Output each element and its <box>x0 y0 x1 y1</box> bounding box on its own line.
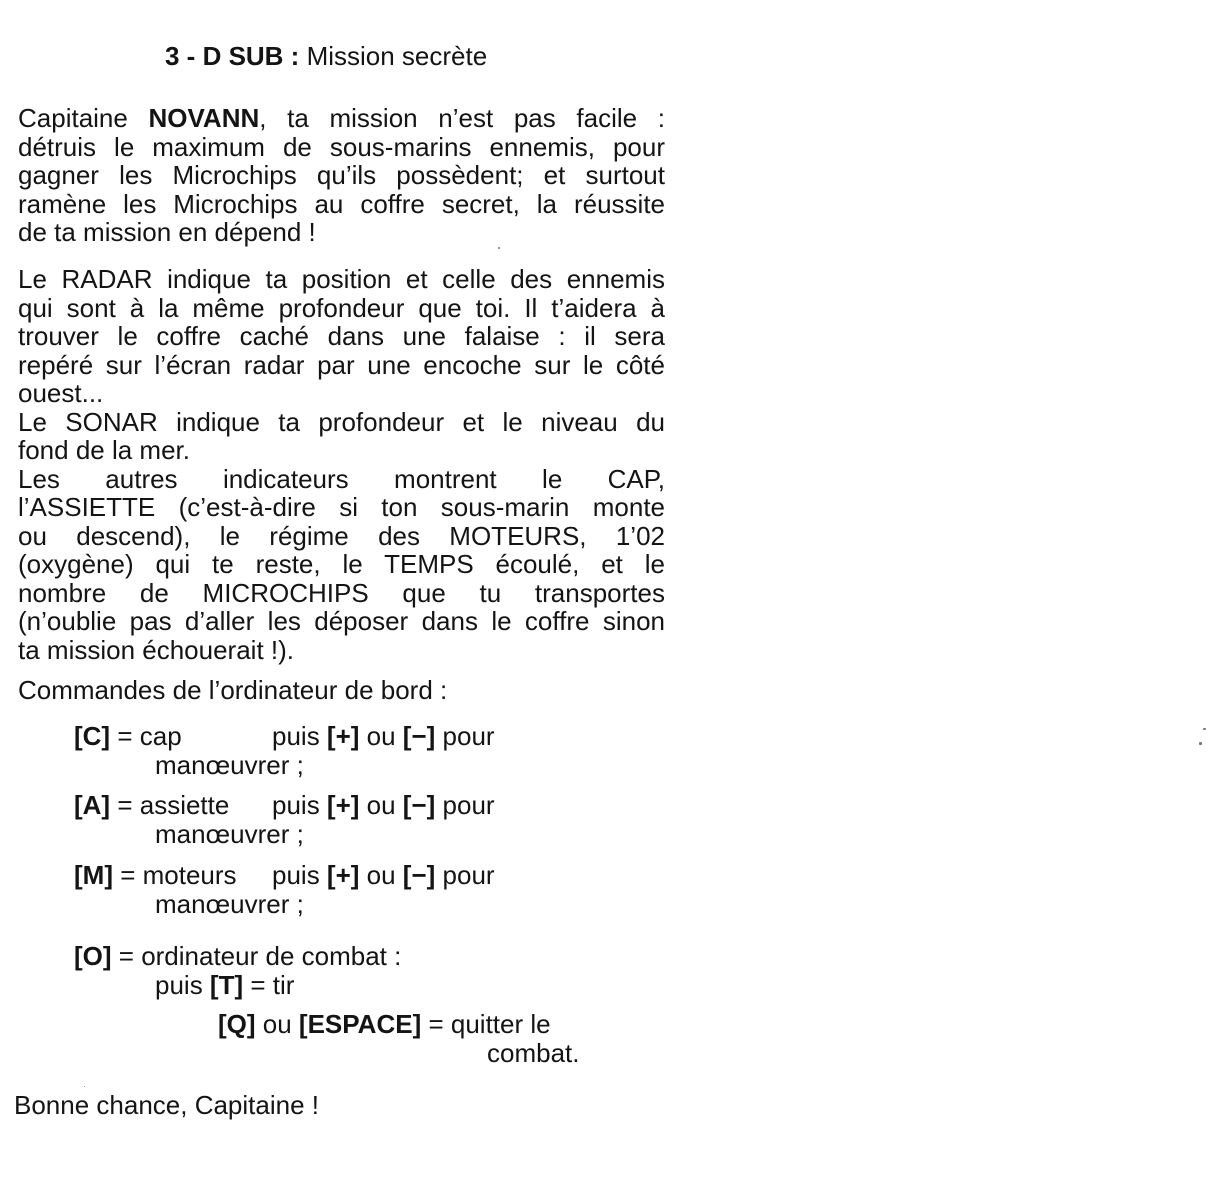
command-name: moteurs <box>142 860 237 890</box>
command-key: [A] <box>74 790 111 820</box>
command-puis: puis <box>155 970 210 1000</box>
scan-speck <box>84 1086 85 1087</box>
command-eq: = <box>110 721 140 751</box>
quit-label: quitter le <box>450 1009 551 1039</box>
command-moteurs-continuation: manœuvrer ; <box>155 889 304 919</box>
command-cap-adjust <box>272 722 495 751</box>
page-title <box>165 42 487 71</box>
intro-line <box>18 104 665 133</box>
command-ou: ou <box>359 721 403 751</box>
command-eq: = <box>110 790 140 820</box>
instruments-line: (oxygène) qui te reste, le TEMPS écoulé, et le <box>18 549 665 579</box>
intro-text: Capitaine <box>18 103 149 133</box>
instruments-line: ta mission échouerait !). <box>18 634 295 665</box>
command-ou: ou <box>359 790 403 820</box>
instruments-line: Les autres indicateurs montrent le CAP, <box>18 463 665 494</box>
command-quit <box>218 1010 551 1039</box>
command-combat <box>74 942 401 971</box>
instruments-line: repéré sur l’écran radar par une encoche sur le côté <box>18 349 665 380</box>
intro-paragraph <box>18 104 665 247</box>
command-eq: = <box>112 860 143 890</box>
minus-key: [−] <box>402 721 436 751</box>
intro-line: de ta mission en dépend ! <box>18 217 316 247</box>
fire-label: = tir <box>243 970 295 1000</box>
command-assiette <box>74 791 229 820</box>
command-name: assiette <box>139 790 230 820</box>
command-key: [M] <box>74 860 113 890</box>
command-puis: puis <box>272 860 327 890</box>
command-moteurs-adjust <box>272 861 495 890</box>
captain-name: NOVANN <box>148 103 260 133</box>
minus-key: [−] <box>402 860 436 890</box>
plus-key: [+] <box>326 790 360 820</box>
instruments-line: fond de la mer. <box>18 435 190 465</box>
instruments-line: (n’oublie pas d’aller les déposer dans le coffre sinon <box>18 606 665 636</box>
command-key: [C] <box>74 721 111 751</box>
command-name: ordinateur de combat : <box>141 941 402 971</box>
instruments-line: nombre de MICROCHIPS que tu transportes <box>18 577 665 608</box>
instruments-line: l’ASSIETTE (c’est-à-dire si ton sous-marin monte <box>18 492 665 522</box>
command-assiette-continuation: manœuvrer ; <box>155 819 304 849</box>
command-ou: ou <box>359 860 403 890</box>
command-assiette-adjust <box>272 791 495 820</box>
quit-key: [Q] <box>218 1009 256 1039</box>
intro-line: gagner les Microchips qu’ils possèdent; et surtout <box>18 160 665 190</box>
plus-key: [+] <box>326 860 360 890</box>
scan-speck <box>498 247 500 249</box>
instruments-paragraph <box>18 265 665 664</box>
instruments-line: ouest... <box>18 378 104 408</box>
instruments-line: Le SONAR indique ta profondeur et le niveau du <box>18 406 665 437</box>
commands-intro: Commandes de l’ordinateur de bord : <box>18 675 448 705</box>
command-pour: pour <box>435 860 495 890</box>
command-puis: puis <box>272 721 327 751</box>
command-eq: = <box>421 1009 451 1039</box>
intro-line: détruis le maximum de sous-marins ennemis, pour <box>18 131 665 162</box>
fire-key: [T] <box>209 970 244 1000</box>
scan-speck <box>1203 728 1206 730</box>
quit-label-continuation: combat. <box>487 1038 580 1068</box>
command-puis: puis <box>272 790 327 820</box>
closing-line: Bonne chance, Capitaine ! <box>14 1090 319 1120</box>
minus-key: [−] <box>402 790 436 820</box>
command-ou: ou <box>255 1009 299 1039</box>
command-cap <box>74 722 182 751</box>
title-subtitle: Mission secrète <box>306 41 488 71</box>
instruments-line: qui sont à la même profondeur que toi. Il t’aidera à <box>18 292 665 323</box>
command-name: cap <box>139 721 182 751</box>
instruments-line: ou descend), le régime des MOTEURS, 1’02 <box>18 520 665 551</box>
instruments-line: Le RADAR indique ta position et celle des ennemis <box>18 264 665 294</box>
command-key: [O] <box>74 941 112 971</box>
instruments-line: trouver le coffre caché dans une falaise : il sera <box>18 321 665 351</box>
command-cap-continuation: manœuvrer ; <box>155 750 304 780</box>
space-key: [ESPACE] <box>298 1009 422 1039</box>
title-code: 3 - D SUB : <box>165 41 300 71</box>
command-moteurs <box>74 861 237 890</box>
intro-line: ramène les Microchips au coffre secret, la réussite <box>18 188 665 219</box>
command-pour: pour <box>435 790 495 820</box>
command-eq: = <box>111 941 142 971</box>
command-fire <box>155 971 294 1000</box>
scan-speck <box>1199 742 1202 745</box>
intro-text: , ta mission n’est pas facile : <box>259 103 666 133</box>
plus-key: [+] <box>326 721 360 751</box>
command-pour: pour <box>435 721 495 751</box>
